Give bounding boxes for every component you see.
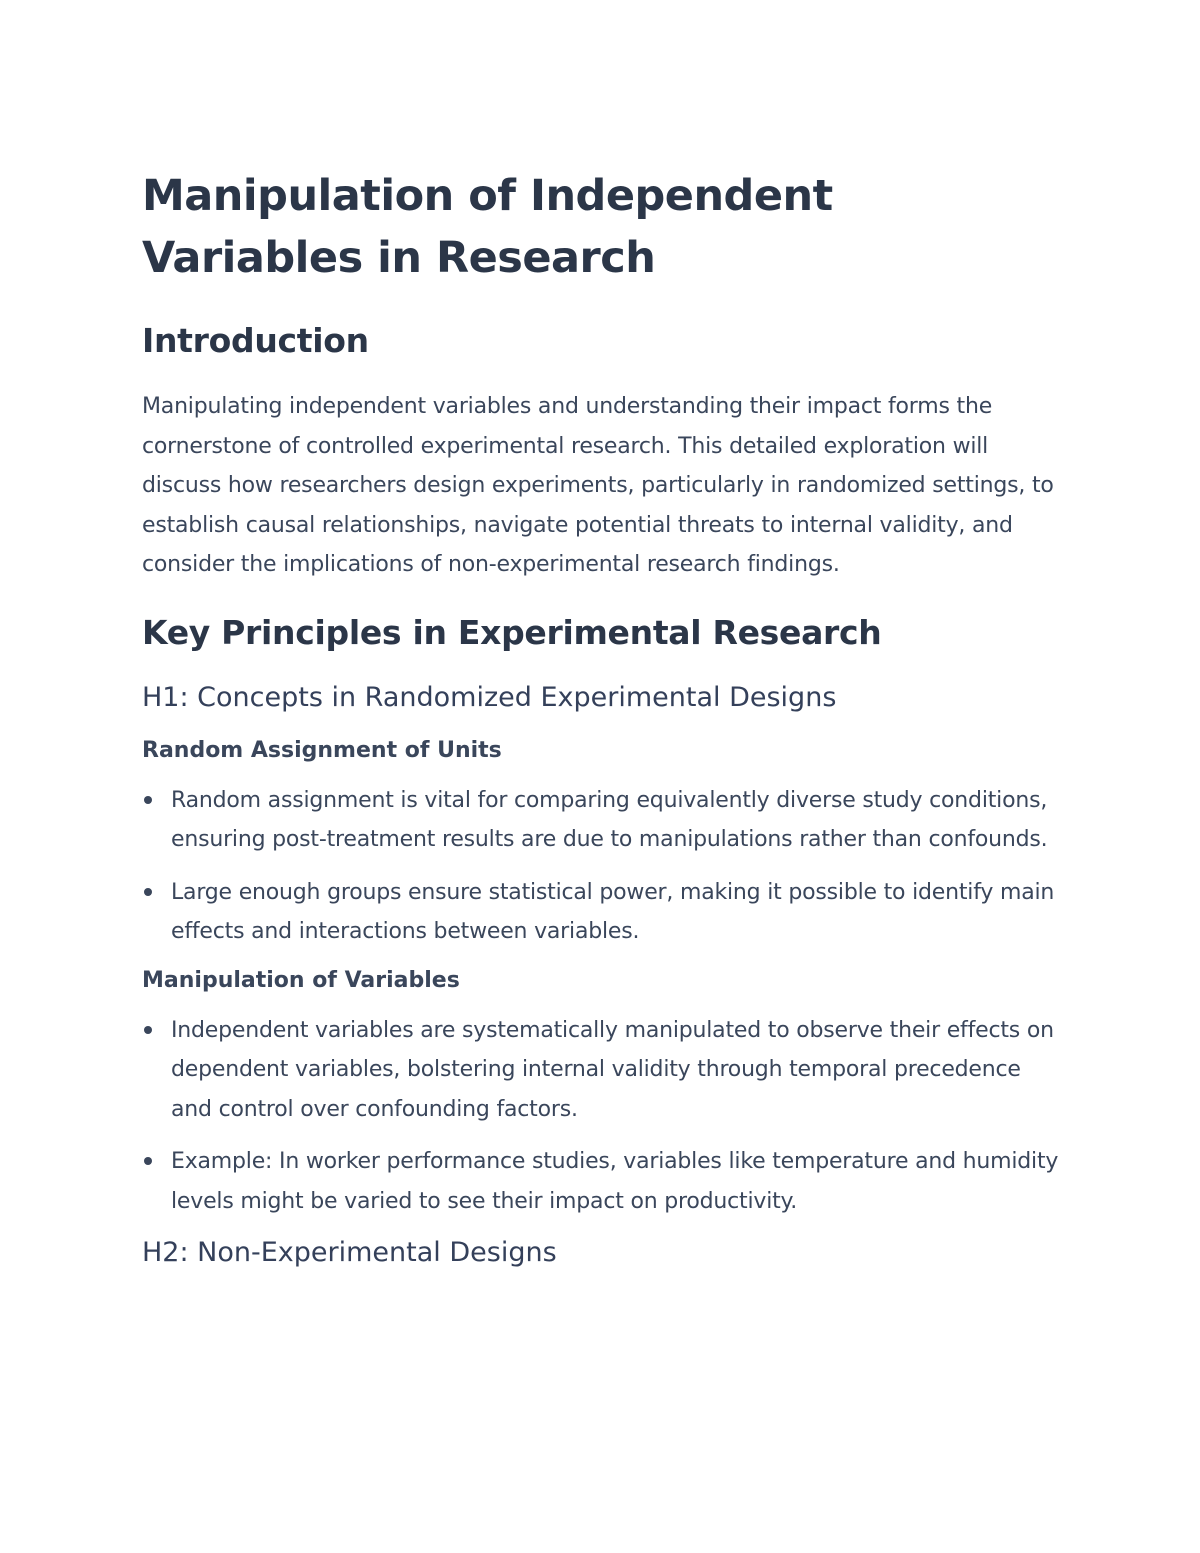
list-item — [142, 1011, 1062, 1130]
introduction-paragraph: Manipulating independent variables and understanding their impact forms the cornerstone of controlled experimental research. This detailed exploration will discuss how researchers design experiments, particularly in randomized settings, to establish causal relationships, navigate potential threats to internal validity, and consider the implications of non-experimental research findings. — [142, 394, 1054, 577]
list-item — [142, 1142, 1062, 1221]
list-item-text: Example: In worker performance studies, variables like temperature and humidity levels might be varied to see their impact on productivity. — [171, 1149, 1059, 1214]
random-assignment-heading: Random Assignment of Units — [142, 737, 502, 763]
h1-randomized-designs-heading: H1: Concepts in Randomized Experimental Designs — [142, 681, 837, 713]
bullet-dot-icon — [144, 1157, 152, 1165]
bullet-dot-icon — [144, 1026, 152, 1034]
list-item-text: Large enough groups ensure statistical power, making it possible to identify main effects and interactions between variables. — [171, 879, 1055, 944]
manipulation-of-variables-heading: Manipulation of Variables — [142, 967, 460, 993]
introduction-heading: Introduction — [142, 321, 369, 360]
list-item — [142, 781, 1062, 860]
bullet-dot-icon — [144, 796, 152, 804]
random-assignment-list — [142, 781, 1062, 952]
manipulation-list — [142, 1011, 1062, 1222]
key-principles-heading: Key Principles in Experimental Research — [142, 612, 882, 652]
list-item-text: Random assignment is vital for comparing equivalently diverse study conditions, ensuring post-treatment results are due to manipulations rather than confounds. — [171, 787, 1048, 852]
document-page — [142, 165, 1062, 1290]
list-item — [142, 873, 1062, 952]
list-item-text: Independent variables are systematically manipulated to observe their effects on dependent variables, bolstering internal validity through temporal precedence and control over confounding factors. — [171, 1017, 1054, 1122]
h2-non-experimental-heading: H2: Non-Experimental Designs — [142, 1237, 557, 1268]
bullet-dot-icon — [144, 888, 152, 896]
document-title: Manipulation of Independent Variables in Research — [142, 171, 833, 283]
